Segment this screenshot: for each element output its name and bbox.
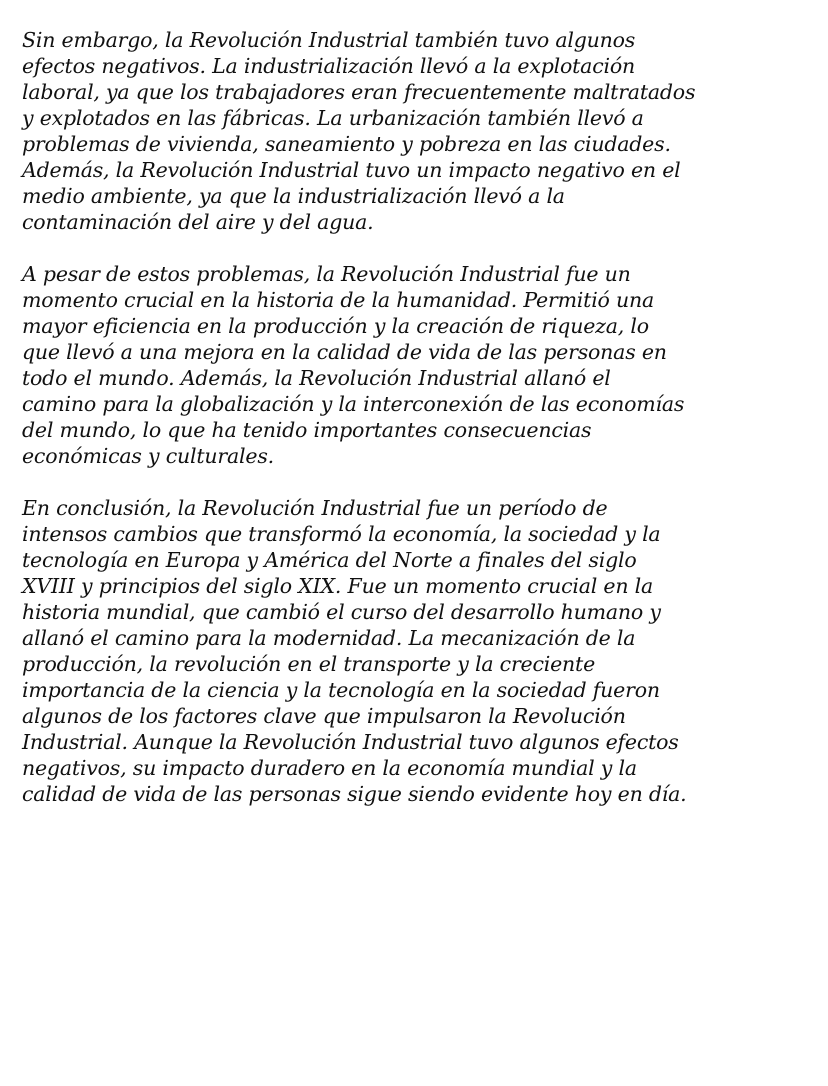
text-line: historia mundial, que cambió el curso del desarrollo humano y <box>22 600 661 624</box>
text-line: algunos de los factores clave que impulsaron la Revolución <box>22 704 626 728</box>
text-line: Además, la Revolución Industrial tuvo un impacto negativo en el <box>22 158 681 182</box>
text-line: producción, la revolución en el transporte y la creciente <box>22 652 596 676</box>
document-page <box>22 27 812 833</box>
text-line: A pesar de estos problemas, la Revolución Industrial fue un <box>22 262 631 286</box>
text-line: mayor eficiencia en la producción y la creación de riqueza, lo <box>22 314 649 338</box>
paragraph-conclusion <box>22 495 812 807</box>
text-line: efectos negativos. La industrialización llevó a la explotación <box>22 54 635 78</box>
text-line: negativos, su impacto duradero en la economía mundial y la <box>22 756 637 780</box>
text-line: económicas y culturales. <box>22 444 274 468</box>
text-line: problemas de vivienda, saneamiento y pobreza en las ciudades. <box>22 132 671 156</box>
paragraph-negative-effects <box>22 27 812 235</box>
text-line: Sin embargo, la Revolución Industrial también tuvo algunos <box>22 28 636 52</box>
text-line: laboral, ya que los trabajadores eran frecuentemente maltratados <box>22 80 696 104</box>
text-line: que llevó a una mejora en la calidad de vida de las personas en <box>22 340 667 364</box>
text-line: calidad de vida de las personas sigue siendo evidente hoy en día. <box>22 782 687 806</box>
text-line: camino para la globalización y la interconexión de las economías <box>22 392 685 416</box>
paragraph-crucial-moment <box>22 261 812 469</box>
text-line: XVIII y principios del siglo XIX. Fue un momento crucial en la <box>22 574 654 598</box>
text-line: momento crucial en la historia de la humanidad. Permitió una <box>22 288 655 312</box>
text-line: todo el mundo. Además, la Revolución Industrial allanó el <box>22 366 611 390</box>
text-line: contaminación del aire y del agua. <box>22 210 374 234</box>
text-line: y explotados en las fábricas. La urbanización también llevó a <box>22 106 644 130</box>
text-line: medio ambiente, ya que la industrialización llevó a la <box>22 184 565 208</box>
text-line: del mundo, lo que ha tenido importantes consecuencias <box>22 418 592 442</box>
text-line: En conclusión, la Revolución Industrial fue un período de <box>22 496 608 520</box>
text-line: Industrial. Aunque la Revolución Industrial tuvo algunos efectos <box>22 730 679 754</box>
text-line: tecnología en Europa y América del Norte a finales del siglo <box>22 548 637 572</box>
text-line: intensos cambios que transformó la economía, la sociedad y la <box>22 522 661 546</box>
text-line: importancia de la ciencia y la tecnología en la sociedad fueron <box>22 678 660 702</box>
text-line: allanó el camino para la modernidad. La mecanización de la <box>22 626 636 650</box>
